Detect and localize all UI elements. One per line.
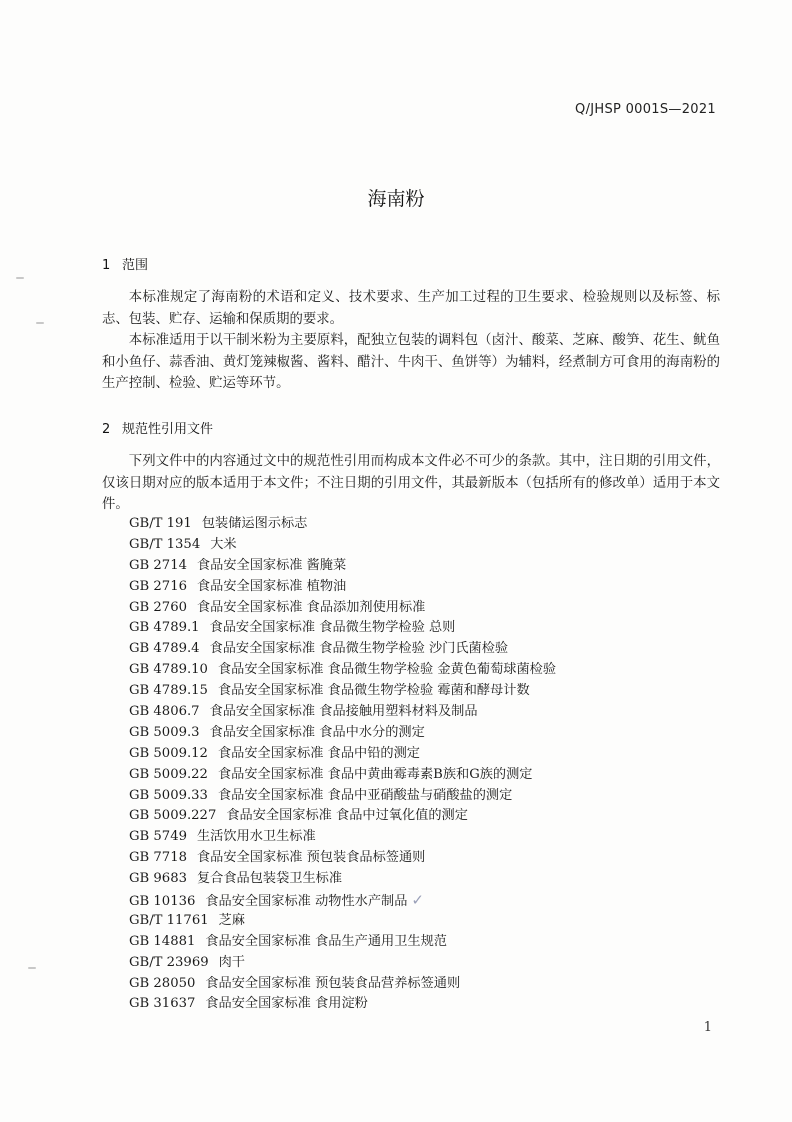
page-number: 1 [703,1020,712,1035]
reference-item [129,953,556,974]
scan-artifact [28,967,36,969]
reference-item [129,848,556,869]
reference-code: GB 5009.3 [129,724,200,740]
reference-title: 食品安全国家标准 植物油 [196,578,347,594]
reference-title: 食品安全国家标准 动物性水产制品 [205,894,408,910]
reference-item [129,869,556,890]
section-heading-normative-references [102,418,213,437]
reference-item [129,994,556,1015]
reference-item [129,598,556,619]
reference-title: 食品安全国家标准 食品接触用塑料材料及制品 [209,704,478,720]
reference-title: 食品安全国家标准 食品微生物学检验 沙门氏菌检验 [209,641,509,657]
reference-code: GB/T 23969 [129,954,209,970]
reference-title: 食品安全国家标准 食品中水分的测定 [209,724,425,740]
reference-code: GB 5009.33 [129,787,208,803]
reference-item [129,827,556,848]
references-intro-paragraph: 下列文件中的内容通过文中的规范性引用而构成本文件必不可少的条款。其中，注日期的引用文件，仅该日期对应的版本适用于本文件；不注日期的引用文件，其最新版本（包括所有的修改单）适用于本文件。 [102,454,720,512]
reference-title: 食品安全国家标准 食品中铅的测定 [217,745,420,761]
reference-code: GB/T 11761 [129,912,209,928]
scan-artifact [16,277,24,279]
reference-title: 肉干 [218,954,245,970]
reference-code: GB 7718 [129,850,187,866]
reference-item [129,702,556,723]
reference-code: GB 5009.227 [129,808,217,824]
scan-artifact [36,322,44,324]
reference-item [129,556,556,577]
reference-title: 生活饮用水卫生标准 [196,829,316,845]
reference-title: 食品安全国家标准 食品微生物学检验 金黄色葡萄球菌检验 [217,662,557,678]
reference-code: GB 2716 [129,578,187,594]
reference-code: GB 4789.1 [129,620,200,636]
reference-item [129,932,556,953]
reference-item [129,660,556,681]
reference-item [129,911,556,932]
section-heading-scope [102,254,148,273]
reference-title: 食品安全国家标准 食品微生物学检验 总则 [209,620,456,636]
scope-paragraph-1: 本标准规定了海南粉的术语和定义、技术要求、生产加工过程的卫生要求、检验规则以及标签、标志、包装、贮存、运输和保质期的要求。 [102,290,720,327]
reference-code: GB 2760 [129,599,187,615]
reference-title: 食品安全国家标准 预包装食品标签通则 [196,850,426,866]
reference-item [129,618,556,639]
handwritten-check-icon: ✓ [411,891,424,910]
scope-paragraph-2: 本标准适用于以干制米粉为主要原料，配独立包装的调料包（卤汁、酸菜、芝麻、酸笋、花生、鱿鱼和小鱼仔、蒜香油、黄灯笼辣椒酱、酱料、醋汁、牛肉干、鱼饼等）为辅料，经煮制方可食用的海南粉的生产控制、检验、贮运等环节。 [102,333,720,391]
reference-title: 食品安全国家标准 食品中亚硝酸盐与硝酸盐的测定 [217,787,513,803]
reference-item [129,890,556,911]
document-title: 海南粉 [367,188,425,210]
reference-title: 食品安全国家标准 食品中黄曲霉毒素B族和G族的测定 [217,766,533,782]
section-title: 范围 [122,258,149,273]
reference-item [129,765,556,786]
reference-item [129,681,556,702]
reference-item [129,723,556,744]
reference-code: GB 4806.7 [129,704,200,720]
reference-code: GB 5749 [129,829,187,845]
reference-title: 食品安全国家标准 食品微生物学检验 霉菌和酵母计数 [217,683,530,699]
document-code: Q/JHSP 0001S—2021 [575,102,716,117]
reference-title: 芝麻 [218,912,245,928]
reference-code: GB 4789.15 [129,683,208,699]
reference-title: 食品安全国家标准 食品添加剂使用标准 [196,599,426,615]
reference-title: 食品安全国家标准 酱腌菜 [196,557,347,573]
reference-item [129,744,556,765]
reference-code: GB 9683 [129,871,187,887]
reference-item [129,974,556,995]
reference-title: 食品安全国家标准 预包装食品营养标签通则 [205,975,461,991]
reference-list [129,514,556,1015]
section-number: 2 [102,422,111,437]
reference-title: 大米 [210,536,237,552]
reference-code: GB 2714 [129,557,187,573]
reference-code: GB 28050 [129,975,196,991]
reference-title: 食品安全国家标准 食用淀粉 [205,996,368,1012]
reference-code: GB 5009.22 [129,766,208,782]
reference-title: 包装储运图示标志 [201,516,308,531]
reference-code: GB 10136 [129,894,196,910]
reference-code: GB 5009.12 [129,745,208,761]
reference-title: 食品安全国家标准 食品生产通用卫生规范 [205,933,447,949]
reference-item [129,535,556,556]
reference-item [129,514,556,535]
reference-item [129,577,556,598]
section-title: 规范性引用文件 [122,422,214,437]
reference-code: GB/T 1354 [129,536,201,552]
reference-code: GB 31637 [129,996,196,1012]
reference-code: GB/T 191 [129,516,192,531]
reference-code: GB 14881 [129,933,196,949]
reference-item [129,806,556,827]
reference-title: 食品安全国家标准 食品中过氧化值的测定 [226,808,468,824]
reference-title: 复合食品包装袋卫生标准 [196,871,343,887]
reference-code: GB 4789.4 [129,641,200,657]
reference-item [129,639,556,660]
reference-item [129,786,556,807]
reference-code: GB 4789.10 [129,662,208,678]
section-number: 1 [102,258,111,273]
